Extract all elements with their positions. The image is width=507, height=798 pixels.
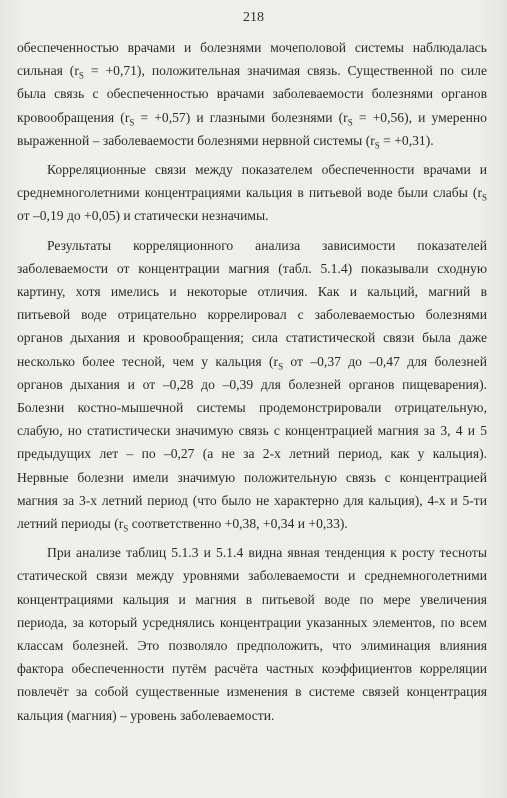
text-line: повлечёт за собой существенные изменения в системе связей концентрация [17, 684, 487, 700]
paragraph-calcium-correlations [17, 158, 487, 228]
text-line: периода, за который усреднялись концентрации указанных элементов, по всем [17, 614, 487, 630]
page-number: 218 [243, 10, 264, 25]
text-line: При анализе таблиц 5.1.3 и 5.1.4 видна явная тенденция к росту тесноты [47, 545, 487, 561]
text-line: обеспеченностью врачами и болезнями мочеполовой системы наблюдалась [17, 40, 487, 55]
paragraph-analysis-conclusion [17, 541, 487, 727]
text-line: выраженной – заболеваемости болезнями нервной системы $(r_S = +0,31)$. [17, 132, 434, 151]
text-line: концентрациями кальция и магния в питьевой воде по мере увеличения [17, 591, 487, 607]
text-line: была связь с обеспеченностью врачами заболеваемости болезнями органов [17, 86, 487, 102]
text-line: среднемноголетними концентрациями кальция в питьевой воде были слабы ($r_S$ [17, 185, 487, 203]
text-line: кровообращения $(r_S = +0,57)$ и глазными болезнями $(r_S = +0,56)$, и умеренно [17, 109, 487, 128]
text-line: магния за 3-х летний период (что было не характерно для кальция), 4-х и 5-ти [17, 492, 487, 508]
text-line: летний периоды ($r_S$ соответственно +0,38, +0,34 и +0,33). [17, 516, 348, 534]
text-line: Нервные болезни имели значимую положительную связь с концентрацией [17, 469, 487, 485]
text-line: слабую, но статистически значимую связь с концентрацией магния за 3, 4 и 5 [17, 423, 487, 439]
text-line: классам болезней. Это позволяло предположить, что элиминация влияния [17, 638, 487, 654]
body-text [17, 36, 487, 727]
text-line: несколько более тесной, чем у кальция ($r_S$ от –0,37 до –0,47 для болезней [17, 353, 487, 372]
paragraph-magnesium-results [17, 234, 487, 536]
text-line: статической связи между уровнями заболеваемости и среднемноголетними [17, 568, 487, 584]
text-line: предыдущих лет – по –0,27 (а не за 2-х летний период, как у кальция). [17, 446, 487, 462]
text-line: от –0,19 до +0,05) и статически незначимы. [17, 208, 269, 224]
text-line: заболеваемости от концентрации магния (табл. 5.1.4) показывали сходную [17, 260, 487, 276]
text-line: фактора обеспеченности путём расчёта частных коэффициентов корреляции [17, 661, 487, 677]
text-line: Болезни костно-мышечной системы продемонстрировали отрицательную, [17, 400, 487, 416]
text-line: кальция (магния) – уровень заболеваемости. [17, 707, 275, 723]
text-line: Результаты корреляционного анализа зависимости показателей [47, 237, 487, 253]
text-line: картину, хотя имелись и некоторые отличия. Как и кальций, магний в [17, 284, 487, 300]
text-line: питьевой воде отрицательно коррелировал с заболеваемостью болезнями [17, 307, 487, 323]
text-line: Корреляционные связи между показателем обеспеченности врачами и [47, 162, 487, 178]
text-line: органов дыхания и от –0,28 до –0,39 для болезней органов пищеварения). [17, 376, 487, 392]
paragraph-physician-supply-correlations [17, 36, 487, 152]
text-line: органов дыхания и кровообращения; сила статистической связи была даже [17, 330, 487, 346]
text-line: сильная $(r_S = +0,71)$, положительная значимая связь. Существенной по силе [17, 63, 487, 81]
